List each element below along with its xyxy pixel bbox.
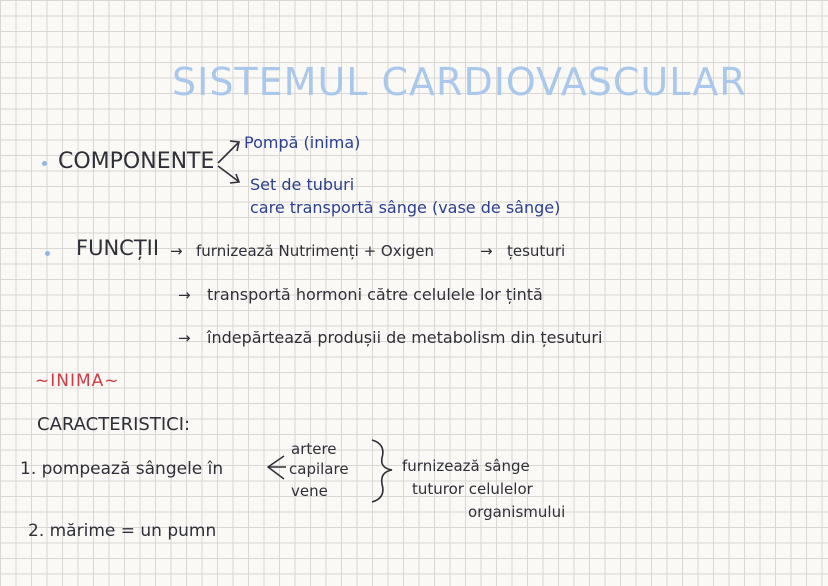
vessel-capillaries: capilare <box>289 460 349 478</box>
supply-line-2: tuturor celulelor <box>412 480 533 498</box>
heart-heading-text: INIMA <box>50 371 105 391</box>
arrow-right-icon: → <box>480 242 493 260</box>
branch-up-arrow-icon <box>218 143 238 163</box>
function-item-2: transportă hormoni către celulele lor țintă <box>207 285 543 304</box>
heart-item-1: 1. pompează sângele în <box>20 459 224 479</box>
branch-down-arrow-icon <box>218 166 238 181</box>
tilde-left-icon: ~ <box>35 371 51 391</box>
curly-brace-icon <box>372 440 392 502</box>
supply-line-1: furnizează sânge <box>402 457 530 475</box>
component-tubes-line1: Set de tuburi <box>250 175 355 194</box>
function-target: țesuturi <box>507 242 566 260</box>
tilde-right-icon: ~ <box>104 371 120 391</box>
arrow-right-icon: → <box>170 242 183 260</box>
arrow-right-icon: → <box>178 286 191 304</box>
arrow-right-icon: → <box>178 329 191 347</box>
components-label: COMPONENTE <box>58 149 215 174</box>
page-title: SISTEMUL CARDIOVASCULAR <box>172 60 747 104</box>
characteristics-label: CARACTERISTICI: <box>37 414 191 435</box>
function-item-3: îndepărtează produșii de metabolism din țesuturi <box>207 328 603 347</box>
vessel-veins: vene <box>291 482 328 500</box>
heart-item-2: 2. mărime = un pumn <box>28 521 217 541</box>
functions-label: FUNCȚII <box>76 236 160 260</box>
supply-line-3: organismului <box>468 503 566 521</box>
vessel-arteries: artere <box>291 440 337 458</box>
component-tubes-line2: care transportă sânge (vase de sânge) <box>250 198 561 217</box>
component-pump: Pompă (inima) <box>244 133 361 152</box>
function-item-1: furnizează Nutrimenți + Oxigen <box>196 242 435 260</box>
